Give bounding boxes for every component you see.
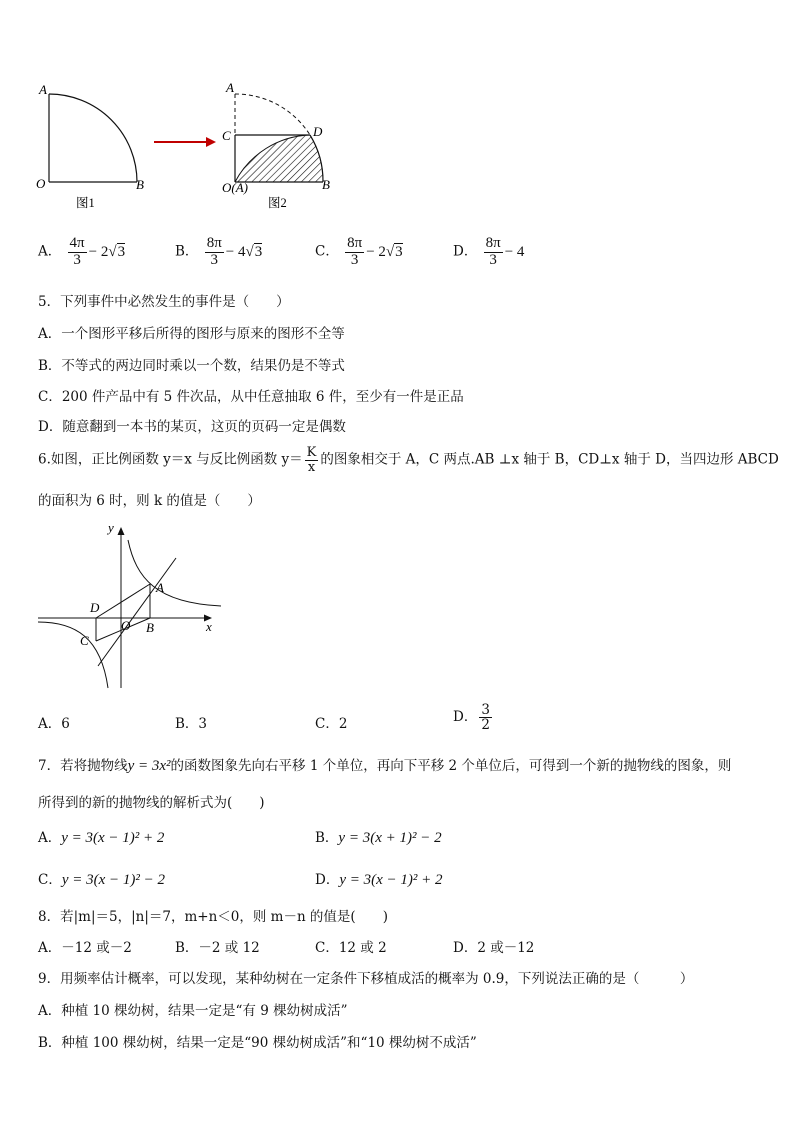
q6-label-o: O bbox=[121, 618, 131, 633]
option-letter: D． bbox=[453, 709, 478, 726]
option-letter: A． bbox=[38, 243, 62, 260]
q7-stem-line2: 所得到的新的抛物线的解析式为( ) bbox=[38, 795, 265, 811]
transform-arrow bbox=[154, 137, 216, 147]
q4-figures bbox=[30, 78, 350, 218]
expr-rest: − 4 bbox=[225, 243, 246, 260]
frac-den: 3 bbox=[489, 251, 497, 268]
q7-option-b bbox=[315, 826, 442, 847]
q8-option-c: C．12 或 2 bbox=[315, 940, 387, 956]
q7-option-a bbox=[38, 826, 164, 847]
fig2-label-b: B bbox=[322, 177, 330, 192]
q6-label-x: x bbox=[206, 619, 212, 634]
option-letter: D． bbox=[315, 872, 340, 888]
frac-den: 3 bbox=[350, 251, 359, 268]
frac-num: 4π bbox=[69, 235, 85, 251]
q5-option-a: A．一个图形平移后所得的图形与原来的图形不全等 bbox=[38, 326, 345, 342]
frac-num: K bbox=[306, 445, 317, 460]
q7-option-d bbox=[315, 868, 443, 889]
q9-option-a: A．种植 10 棵幼树，结果一定是“有 9 棵幼树成活” bbox=[38, 1003, 348, 1019]
frac-num: 8π bbox=[206, 235, 222, 251]
fig2-label-oa: O(A) bbox=[222, 180, 248, 195]
q5-stem: 5．下列事件中必然发生的事件是（ ） bbox=[38, 294, 290, 310]
option-expr: y = 3(x + 1)² − 2 bbox=[338, 830, 442, 846]
q6-label-y: y bbox=[108, 520, 114, 535]
frac-den: x bbox=[307, 459, 316, 475]
q4-option-b: B． $\frac{8\pi}{3}$ − 4√3 bbox=[175, 235, 263, 268]
q5-option-b: B．不等式的两边同时乘以一个数，结果仍是不等式 bbox=[38, 358, 345, 374]
sqrt-radicand: 3 bbox=[395, 243, 403, 260]
q6-label-c: C bbox=[80, 633, 89, 648]
q7-stem-pre: 7．若将抛物线 bbox=[38, 758, 128, 774]
q9-option-b: B．种植 100 棵幼树，结果一定是“90 棵幼树成活”和“10 棵幼树不成活” bbox=[38, 1035, 477, 1051]
expr-rest: − 2 bbox=[366, 243, 386, 260]
option-letter: C． bbox=[38, 872, 62, 888]
q6-option-c: C．2 bbox=[315, 716, 348, 732]
q9-stem: 9．用频率估计概率，可以发现，某种幼树在一定条件下移植成活的概率为 0.9，下列说法正确的是（ ） bbox=[38, 971, 694, 987]
q6-stem-line1 bbox=[38, 446, 779, 474]
q8-option-b: B．－2 或 12 bbox=[175, 940, 260, 956]
q6-label-b: B bbox=[146, 620, 154, 635]
q4-option-d bbox=[453, 236, 524, 269]
expr-rest: − 2 bbox=[88, 243, 109, 260]
q8-stem: 8．若|m|＝5，|n|＝7，m+n＜0，则 m－n 的值是( ) bbox=[38, 909, 388, 925]
q7-stem-post: 的函数图象先向右平移 1 个单位，再向下平移 2 个单位后，可得到一个新的抛物线的图象，则 bbox=[170, 758, 732, 774]
q6-option-b: B．3 bbox=[175, 716, 208, 732]
frac-num: 8π bbox=[485, 235, 501, 251]
q8-option-a: A．－12 或－2 bbox=[38, 940, 132, 956]
q8-option-d: D．2 或－12 bbox=[453, 940, 535, 956]
q6-option-d bbox=[453, 703, 494, 732]
option-expr: y = 3(x − 1)² + 2 bbox=[61, 830, 165, 846]
q7-option-c bbox=[38, 868, 165, 889]
fig2-label-a: A bbox=[226, 80, 234, 95]
option-letter: D． bbox=[453, 243, 478, 260]
q5-option-d: D．随意翻到一本书的某页，这页的页码一定是偶数 bbox=[38, 419, 346, 435]
option-letter: B． bbox=[175, 243, 199, 260]
fig1-label-o: O bbox=[36, 176, 46, 191]
q6-graph bbox=[36, 518, 226, 693]
option-letter: B． bbox=[315, 830, 339, 846]
q7-stem-line1 bbox=[38, 754, 731, 775]
expr-rest: − 4 bbox=[504, 243, 525, 260]
figure-1 bbox=[36, 82, 144, 210]
option-letter: C． bbox=[315, 243, 339, 260]
frac-den: 3 bbox=[210, 251, 218, 268]
option-expr: y = 3(x − 1)² + 2 bbox=[339, 872, 443, 888]
frac-den: 3 bbox=[73, 251, 81, 268]
option-expr: y = 3(x − 1)² − 2 bbox=[61, 872, 166, 888]
q4-option-c: C． $\frac{8\pi}{3}$ − 2√3 bbox=[315, 235, 403, 268]
q6-stem-line2: 的面积为 6 时，则 k 的值是（ ） bbox=[38, 493, 261, 509]
fig1-caption: 图1 bbox=[76, 196, 95, 210]
sqrt-radicand: 3 bbox=[117, 243, 126, 260]
fig2-label-c: C bbox=[222, 128, 231, 143]
q5-option-c: C．200 件产品中有 5 件次品，从中任意抽取 6 件，至少有一件是正品 bbox=[38, 389, 464, 405]
q6-stem-pre: 6.如图，正比例函数 y＝x 与反比例函数 y＝ bbox=[38, 451, 303, 468]
frac-den: 2 bbox=[481, 717, 490, 734]
frac-num: 3 bbox=[481, 702, 490, 718]
option-letter: A． bbox=[38, 830, 62, 846]
q6-option-a: A．6 bbox=[38, 716, 70, 732]
figure-2 bbox=[222, 80, 330, 210]
q4-option-a: A． $\frac{4\pi}{3}$ − 2√3 bbox=[38, 235, 126, 268]
fig1-label-b: B bbox=[136, 177, 144, 192]
q6-label-d: D bbox=[90, 600, 100, 615]
q6-label-a: A bbox=[156, 580, 164, 595]
q6-stem-post: 的图象相交于 A，C 两点.AB ⊥x 轴于 B，CD⊥x 轴于 D，当四边形 ABCD bbox=[320, 451, 779, 468]
frac-num: 8π bbox=[347, 235, 363, 251]
fig2-caption: 图2 bbox=[268, 196, 287, 210]
fig1-label-a: A bbox=[39, 82, 47, 97]
fig2-label-d: D bbox=[313, 124, 323, 139]
sqrt-radicand: 3 bbox=[254, 243, 263, 260]
q7-function: y = 3x² bbox=[127, 758, 171, 774]
